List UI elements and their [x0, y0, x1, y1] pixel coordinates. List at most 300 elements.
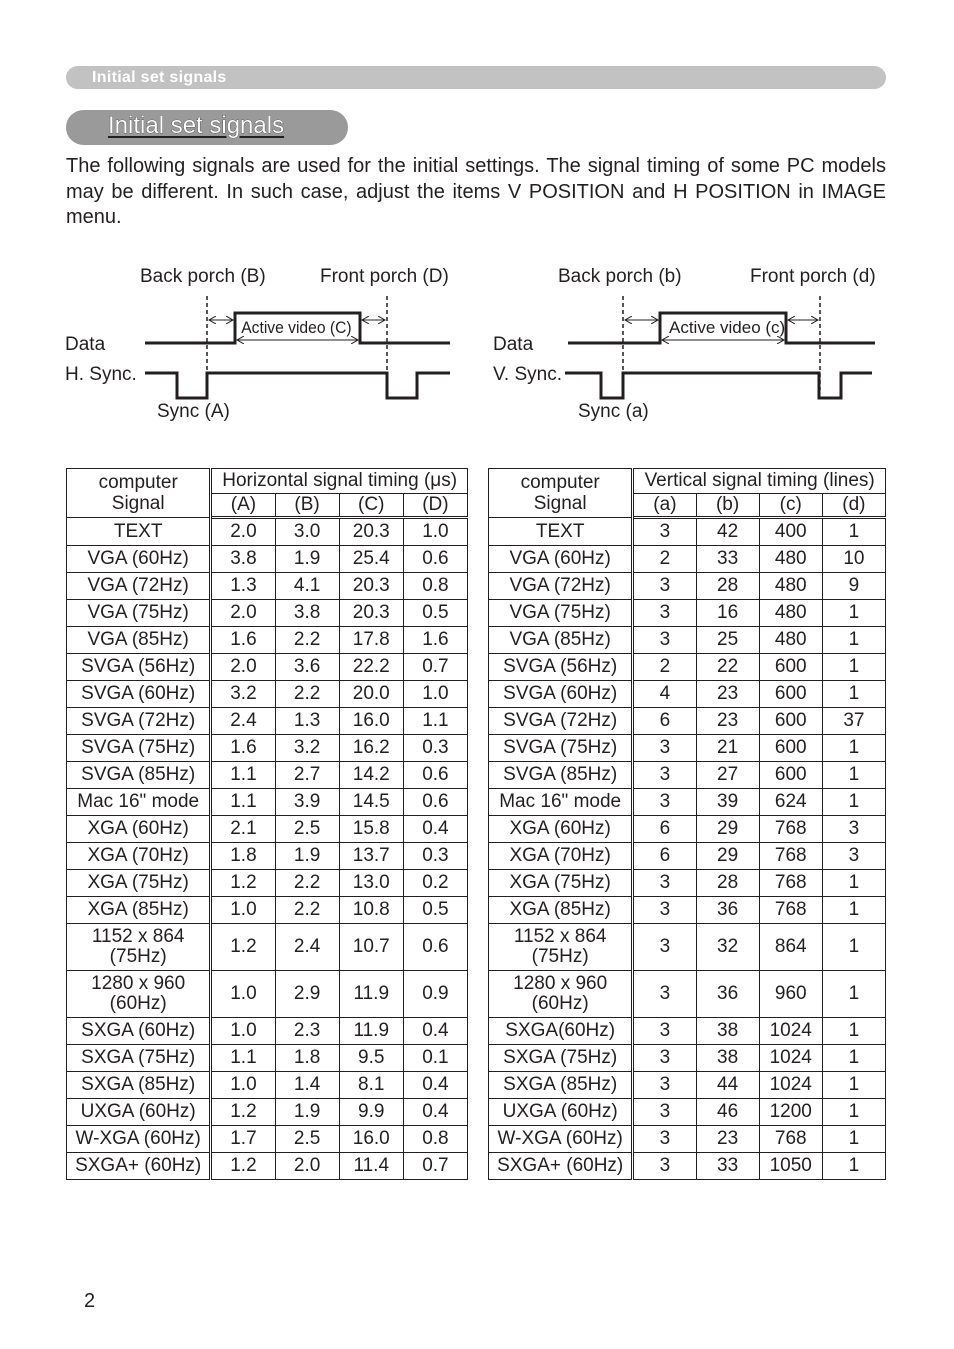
value-cell: 1 — [822, 870, 885, 897]
value-cell: 1 — [822, 1045, 885, 1072]
value-cell: 2.3 — [275, 1018, 339, 1045]
value-cell: 768 — [759, 870, 822, 897]
value-cell: 11.9 — [339, 971, 403, 1018]
signal-name-cell: SVGA (56Hz) — [489, 654, 633, 681]
value-cell: 38 — [696, 1045, 759, 1072]
table-row — [67, 1045, 468, 1072]
value-cell: 2.2 — [275, 627, 339, 654]
value-cell: 1 — [822, 518, 885, 546]
value-cell: 0.6 — [403, 546, 467, 573]
value-cell: 2.2 — [275, 870, 339, 897]
value-cell: 1 — [822, 735, 885, 762]
value-cell: 0.3 — [403, 843, 467, 870]
signal-name-cell: XGA (60Hz) — [489, 816, 633, 843]
signal-name-cell: XGA (75Hz) — [67, 870, 211, 897]
value-cell: 1 — [822, 897, 885, 924]
column-header: (D) — [403, 494, 467, 518]
signal-name-cell: SXGA(60Hz) — [489, 1018, 633, 1045]
value-cell: 1 — [822, 1126, 885, 1153]
value-cell: 1.0 — [403, 518, 467, 546]
value-cell: 17.8 — [339, 627, 403, 654]
value-cell: 1.8 — [275, 1045, 339, 1072]
vertical-timing-diagram — [493, 266, 876, 422]
signal-name-cell: XGA (75Hz) — [489, 870, 633, 897]
value-cell: 960 — [759, 971, 822, 1018]
value-cell: 3 — [633, 1153, 696, 1180]
value-cell: 3 — [822, 816, 885, 843]
table-row — [67, 843, 468, 870]
value-cell: 0.6 — [403, 789, 467, 816]
table-row — [67, 762, 468, 789]
value-cell: 22 — [696, 654, 759, 681]
table-row — [67, 600, 468, 627]
table-row — [489, 789, 886, 816]
v-sync-waveform — [565, 373, 872, 398]
value-cell: 13.7 — [339, 843, 403, 870]
value-cell: 20.0 — [339, 681, 403, 708]
table-row — [67, 573, 468, 600]
value-cell: 1 — [822, 1018, 885, 1045]
value-cell: 33 — [696, 546, 759, 573]
value-cell: 28 — [696, 870, 759, 897]
value-cell: 2.1 — [211, 816, 275, 843]
value-cell: 15.8 — [339, 816, 403, 843]
vertical-timing-table — [488, 468, 886, 1180]
value-cell: 1.7 — [211, 1126, 275, 1153]
table-row — [67, 971, 468, 1018]
signal-name-cell: SVGA (72Hz) — [67, 708, 211, 735]
value-cell: 3 — [633, 897, 696, 924]
timing-diagrams — [60, 262, 890, 432]
value-cell: 1 — [822, 762, 885, 789]
page-title-pill — [66, 110, 348, 145]
signal-name-cell: W-XGA (60Hz) — [489, 1126, 633, 1153]
value-cell: 1.2 — [211, 1153, 275, 1180]
value-cell: 2.5 — [275, 816, 339, 843]
value-cell: 2 — [633, 654, 696, 681]
h-sync-label: Sync (A) — [157, 401, 230, 422]
signal-name-cell: XGA (85Hz) — [67, 897, 211, 924]
value-cell: 1.8 — [211, 843, 275, 870]
value-cell: 10 — [822, 546, 885, 573]
value-cell: 1.1 — [211, 762, 275, 789]
value-cell: 0.2 — [403, 870, 467, 897]
value-cell: 9 — [822, 573, 885, 600]
value-cell: 2.4 — [211, 708, 275, 735]
table-row — [489, 897, 886, 924]
value-cell: 600 — [759, 735, 822, 762]
value-cell: 0.4 — [403, 816, 467, 843]
value-cell: 25.4 — [339, 546, 403, 573]
value-cell: 624 — [759, 789, 822, 816]
value-cell: 3.9 — [275, 789, 339, 816]
value-cell: 480 — [759, 600, 822, 627]
table-row — [67, 735, 468, 762]
value-cell: 39 — [696, 789, 759, 816]
value-cell: 16.2 — [339, 735, 403, 762]
value-cell: 3 — [633, 870, 696, 897]
value-cell: 3 — [633, 573, 696, 600]
value-cell: 2 — [633, 546, 696, 573]
table-row — [489, 1045, 886, 1072]
page-title: Initial set signals — [108, 112, 285, 139]
value-cell: 4 — [633, 681, 696, 708]
value-cell: 0.8 — [403, 573, 467, 600]
value-cell: 1.0 — [211, 971, 275, 1018]
value-cell: 1024 — [759, 1072, 822, 1099]
value-cell: 2.7 — [275, 762, 339, 789]
value-cell: 3.8 — [211, 546, 275, 573]
value-cell: 10.7 — [339, 924, 403, 971]
signal-name-cell: 1280 x 960 (60Hz) — [67, 971, 211, 1018]
value-cell: 1.3 — [275, 708, 339, 735]
value-cell: 1.9 — [275, 546, 339, 573]
table-row — [67, 627, 468, 654]
value-cell: 3 — [633, 1072, 696, 1099]
value-cell: 2.5 — [275, 1126, 339, 1153]
value-cell: 600 — [759, 654, 822, 681]
value-cell: 1050 — [759, 1153, 822, 1180]
value-cell: 1 — [822, 654, 885, 681]
table-row — [489, 971, 886, 1018]
value-cell: 1 — [822, 681, 885, 708]
signal-name-cell: TEXT — [489, 518, 633, 546]
table-row — [489, 573, 886, 600]
value-cell: 0.8 — [403, 1126, 467, 1153]
value-cell: 16 — [696, 600, 759, 627]
table-row — [67, 1072, 468, 1099]
column-header: (a) — [633, 494, 696, 518]
signal-name-cell: Mac 16" mode — [489, 789, 633, 816]
value-cell: 1.2 — [211, 870, 275, 897]
value-cell: 13.0 — [339, 870, 403, 897]
value-cell: 23 — [696, 1126, 759, 1153]
value-cell: 11.4 — [339, 1153, 403, 1180]
v-data-label: Data — [493, 334, 534, 355]
group-header: Horizontal signal timing (μs) — [211, 469, 468, 494]
value-cell: 36 — [696, 897, 759, 924]
table-row — [67, 654, 468, 681]
value-cell: 1 — [822, 789, 885, 816]
table-row — [489, 762, 886, 789]
column-header: (C) — [339, 494, 403, 518]
signal-name-cell: 1152 x 864 (75Hz) — [67, 924, 211, 971]
value-cell: 1024 — [759, 1045, 822, 1072]
value-cell: 9.5 — [339, 1045, 403, 1072]
table-row — [67, 681, 468, 708]
signal-name-cell: SVGA (75Hz) — [489, 735, 633, 762]
h-sync-name-label: H. Sync. — [65, 364, 137, 385]
table-row — [489, 627, 886, 654]
table-row — [67, 1126, 468, 1153]
table-row — [489, 924, 886, 971]
signal-name-cell: VGA (75Hz) — [67, 600, 211, 627]
signal-name-cell: VGA (72Hz) — [489, 573, 633, 600]
table-row — [489, 735, 886, 762]
signal-name-cell: SXGA (75Hz) — [489, 1045, 633, 1072]
value-cell: 8.1 — [339, 1072, 403, 1099]
table-row — [67, 870, 468, 897]
value-cell: 6 — [633, 708, 696, 735]
v-back-porch-label: Back porch (b) — [558, 266, 682, 287]
value-cell: 38 — [696, 1018, 759, 1045]
value-cell: 768 — [759, 843, 822, 870]
value-cell: 1 — [822, 1099, 885, 1126]
value-cell: 3.8 — [275, 600, 339, 627]
value-cell: 1 — [822, 971, 885, 1018]
value-cell: 3 — [633, 1126, 696, 1153]
value-cell: 3 — [633, 762, 696, 789]
signal-name-cell: SVGA (72Hz) — [489, 708, 633, 735]
table-row — [67, 897, 468, 924]
value-cell: 25 — [696, 627, 759, 654]
h-front-porch-label: Front porch (D) — [320, 266, 449, 287]
table-row — [67, 708, 468, 735]
value-cell: 768 — [759, 816, 822, 843]
value-cell: 1024 — [759, 1018, 822, 1045]
value-cell: 2.0 — [211, 518, 275, 546]
value-cell: 3.2 — [275, 735, 339, 762]
value-cell: 2.4 — [275, 924, 339, 971]
signal-name-cell: SXGA (85Hz) — [489, 1072, 633, 1099]
value-cell: 11.9 — [339, 1018, 403, 1045]
signal-name-cell: VGA (85Hz) — [489, 627, 633, 654]
value-cell: 3 — [633, 971, 696, 1018]
table-row — [67, 518, 468, 546]
value-cell: 1.1 — [403, 708, 467, 735]
value-cell: 0.9 — [403, 971, 467, 1018]
value-cell: 9.9 — [339, 1099, 403, 1126]
h-data-label: Data — [65, 334, 106, 355]
column-header: (d) — [822, 494, 885, 518]
signal-name-cell: 1152 x 864 (75Hz) — [489, 924, 633, 971]
intro-paragraph: The following signals are used for the initial settings. The signal timing of some PC models may be different. In such case, adjust the items V POSITION and H POSITION in IMAGE menu. — [66, 155, 886, 228]
signal-name-cell: SXGA+ (60Hz) — [489, 1153, 633, 1180]
value-cell: 20.3 — [339, 518, 403, 546]
value-cell: 600 — [759, 762, 822, 789]
h-sync-waveform — [145, 373, 450, 398]
value-cell: 3.0 — [275, 518, 339, 546]
signal-name-cell: VGA (60Hz) — [67, 546, 211, 573]
table-row — [489, 870, 886, 897]
column-header: (A) — [211, 494, 275, 518]
signal-name-cell: VGA (72Hz) — [67, 573, 211, 600]
table-row — [489, 1126, 886, 1153]
value-cell: 1.3 — [211, 573, 275, 600]
column-header: (c) — [759, 494, 822, 518]
value-cell: 6 — [633, 816, 696, 843]
value-cell: 3 — [633, 600, 696, 627]
value-cell: 3 — [633, 1045, 696, 1072]
value-cell: 10.8 — [339, 897, 403, 924]
signal-header: computer Signal — [67, 469, 211, 518]
value-cell: 1.4 — [275, 1072, 339, 1099]
value-cell: 3 — [633, 789, 696, 816]
h-back-porch-label: Back porch (B) — [140, 266, 266, 287]
value-cell: 33 — [696, 1153, 759, 1180]
value-cell: 1200 — [759, 1099, 822, 1126]
value-cell: 1.6 — [211, 735, 275, 762]
value-cell: 1 — [822, 924, 885, 971]
table-row — [67, 1018, 468, 1045]
table-row — [489, 546, 886, 573]
value-cell: 0.4 — [403, 1072, 467, 1099]
signal-name-cell: SXGA+ (60Hz) — [67, 1153, 211, 1180]
value-cell: 1 — [822, 1153, 885, 1180]
column-header: (B) — [275, 494, 339, 518]
signal-name-cell: SXGA (60Hz) — [67, 1018, 211, 1045]
signal-name-cell: SXGA (75Hz) — [67, 1045, 211, 1072]
table-row — [67, 924, 468, 971]
page-number: 2 — [84, 1290, 96, 1312]
signal-header: computer Signal — [489, 469, 633, 518]
value-cell: 0.5 — [403, 600, 467, 627]
value-cell: 1.9 — [275, 843, 339, 870]
h-active-video-label: Active video (C) — [241, 318, 352, 338]
signal-name-cell: W-XGA (60Hz) — [67, 1126, 211, 1153]
value-cell: 0.7 — [403, 1153, 467, 1180]
table-row — [489, 681, 886, 708]
value-cell: 2.0 — [211, 600, 275, 627]
value-cell: 0.3 — [403, 735, 467, 762]
value-cell: 3 — [633, 1099, 696, 1126]
table-row — [489, 600, 886, 627]
value-cell: 1.0 — [211, 1072, 275, 1099]
value-cell: 28 — [696, 573, 759, 600]
value-cell: 3 — [633, 735, 696, 762]
value-cell: 2.2 — [275, 897, 339, 924]
table-row — [489, 1072, 886, 1099]
value-cell: 44 — [696, 1072, 759, 1099]
value-cell: 480 — [759, 546, 822, 573]
value-cell: 6 — [633, 843, 696, 870]
value-cell: 3 — [633, 627, 696, 654]
value-cell: 21 — [696, 735, 759, 762]
table-row — [489, 654, 886, 681]
value-cell: 42 — [696, 518, 759, 546]
value-cell: 22.2 — [339, 654, 403, 681]
value-cell: 46 — [696, 1099, 759, 1126]
value-cell: 20.3 — [339, 600, 403, 627]
signal-name-cell: SVGA (75Hz) — [67, 735, 211, 762]
value-cell: 16.0 — [339, 708, 403, 735]
value-cell: 600 — [759, 708, 822, 735]
value-cell: 768 — [759, 897, 822, 924]
value-cell: 0.7 — [403, 654, 467, 681]
value-cell: 0.6 — [403, 924, 467, 971]
value-cell: 3.6 — [275, 654, 339, 681]
value-cell: 0.4 — [403, 1099, 467, 1126]
value-cell: 3 — [633, 924, 696, 971]
value-cell: 480 — [759, 627, 822, 654]
signal-name-cell: XGA (60Hz) — [67, 816, 211, 843]
signal-name-cell: SVGA (56Hz) — [67, 654, 211, 681]
signal-name-cell: XGA (85Hz) — [489, 897, 633, 924]
value-cell: 14.2 — [339, 762, 403, 789]
value-cell: 1.0 — [211, 897, 275, 924]
table-row — [67, 816, 468, 843]
signal-name-cell: VGA (85Hz) — [67, 627, 211, 654]
v-sync-label: Sync (a) — [578, 401, 649, 422]
horizontal-timing-diagram — [65, 266, 450, 422]
section-header-bar — [66, 66, 886, 89]
value-cell: 1.2 — [211, 1099, 275, 1126]
value-cell: 4.1 — [275, 573, 339, 600]
v-sync-name-label: V. Sync. — [493, 364, 563, 385]
section-header-label: Initial set signals — [92, 69, 227, 86]
table-row — [489, 518, 886, 546]
value-cell: 864 — [759, 924, 822, 971]
value-cell: 3 — [822, 843, 885, 870]
signal-name-cell: SVGA (60Hz) — [489, 681, 633, 708]
value-cell: 1.1 — [211, 1045, 275, 1072]
value-cell: 2.9 — [275, 971, 339, 1018]
value-cell: 32 — [696, 924, 759, 971]
v-front-porch-label: Front porch (d) — [750, 266, 876, 287]
value-cell: 29 — [696, 843, 759, 870]
value-cell: 768 — [759, 1126, 822, 1153]
signal-name-cell: SVGA (85Hz) — [489, 762, 633, 789]
value-cell: 0.1 — [403, 1045, 467, 1072]
signal-name-cell: SXGA (85Hz) — [67, 1072, 211, 1099]
value-cell: 1.0 — [211, 1018, 275, 1045]
signal-name-cell: Mac 16" mode — [67, 789, 211, 816]
signal-name-cell: XGA (70Hz) — [489, 843, 633, 870]
value-cell: 0.4 — [403, 1018, 467, 1045]
value-cell: 1.9 — [275, 1099, 339, 1126]
table-row — [67, 789, 468, 816]
table-row — [489, 708, 886, 735]
group-header: Vertical signal timing (lines) — [633, 469, 886, 494]
signal-name-cell: SVGA (60Hz) — [67, 681, 211, 708]
value-cell: 23 — [696, 681, 759, 708]
value-cell: 2.0 — [211, 654, 275, 681]
value-cell: 29 — [696, 816, 759, 843]
value-cell: 1 — [822, 600, 885, 627]
signal-name-cell: VGA (75Hz) — [489, 600, 633, 627]
table-row — [67, 546, 468, 573]
value-cell: 0.6 — [403, 762, 467, 789]
value-cell: 37 — [822, 708, 885, 735]
value-cell: 14.5 — [339, 789, 403, 816]
value-cell: 400 — [759, 518, 822, 546]
table-row — [489, 816, 886, 843]
value-cell: 1.6 — [211, 627, 275, 654]
table-row — [489, 1153, 886, 1180]
value-cell: 3 — [633, 518, 696, 546]
table-row — [67, 1099, 468, 1126]
value-cell: 1 — [822, 1072, 885, 1099]
value-cell: 1.1 — [211, 789, 275, 816]
value-cell: 2.0 — [275, 1153, 339, 1180]
table-row — [489, 843, 886, 870]
signal-name-cell: UXGA (60Hz) — [489, 1099, 633, 1126]
table-row — [489, 1099, 886, 1126]
signal-name-cell: UXGA (60Hz) — [67, 1099, 211, 1126]
value-cell: 600 — [759, 681, 822, 708]
table-row — [489, 1018, 886, 1045]
signal-name-cell: 1280 x 960 (60Hz) — [489, 971, 633, 1018]
value-cell: 36 — [696, 971, 759, 1018]
value-cell: 1.2 — [211, 924, 275, 971]
value-cell: 480 — [759, 573, 822, 600]
table-row — [67, 1153, 468, 1180]
value-cell: 1 — [822, 627, 885, 654]
value-cell: 23 — [696, 708, 759, 735]
value-cell: 27 — [696, 762, 759, 789]
signal-name-cell: XGA (70Hz) — [67, 843, 211, 870]
value-cell: 1.6 — [403, 627, 467, 654]
